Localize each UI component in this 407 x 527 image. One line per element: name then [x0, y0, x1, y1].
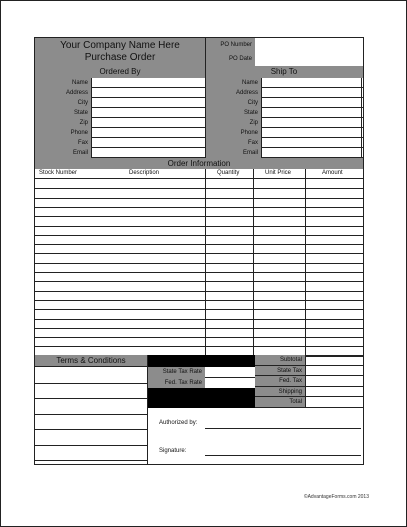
order-column-divider: [253, 169, 254, 355]
order-row-desc[interactable]: [35, 309, 205, 318]
order-row-desc[interactable]: [35, 328, 205, 337]
ordered-by-label-fax: Fax: [35, 138, 91, 148]
order-row-desc[interactable]: [35, 179, 205, 188]
ship-to-label-state: State: [205, 108, 261, 118]
terms-divider: [147, 355, 148, 464]
order-row-qty[interactable]: [205, 272, 253, 281]
terms-line[interactable]: [35, 460, 147, 461]
total-field-shipping[interactable]: [305, 387, 363, 398]
company-name: Your Company Name Here: [60, 40, 180, 51]
ship-to-label-address: Address: [205, 88, 261, 98]
ordered-by-field-zip[interactable]: [91, 118, 205, 128]
order-row-unit[interactable]: [253, 179, 305, 188]
order-row-amount[interactable]: [305, 216, 363, 225]
order-row-desc[interactable]: [35, 281, 205, 290]
order-row-amount[interactable]: [305, 253, 363, 262]
order-row-desc[interactable]: [35, 198, 205, 207]
order-row-amount[interactable]: [305, 281, 363, 290]
ordered-by-label-address: Address: [35, 88, 91, 98]
order-row-qty[interactable]: [205, 309, 253, 318]
order-row-unit[interactable]: [253, 337, 305, 346]
ship-to-label-phone: Phone: [205, 128, 261, 138]
ordered-by-label-name: Name: [35, 78, 91, 88]
ordered-by-field-city[interactable]: [91, 98, 205, 108]
order-row-qty[interactable]: [205, 291, 253, 300]
ordered-by-label-state: State: [35, 108, 91, 118]
order-row-unit[interactable]: [253, 207, 305, 216]
order-row-desc[interactable]: [35, 207, 205, 216]
fed-tax-rate-label: Fed. Tax Rate: [147, 378, 205, 388]
ship-to-field-fax[interactable]: [261, 138, 363, 148]
terms-line[interactable]: [35, 445, 147, 446]
order-row-unit[interactable]: [253, 263, 305, 272]
order-columns-header: [35, 169, 363, 179]
order-row-qty[interactable]: [205, 253, 253, 262]
order-information-header: Order Information: [35, 158, 363, 169]
total-label-shipping: Shipping: [255, 387, 305, 398]
ship-to-label-zip: Zip: [205, 118, 261, 128]
ship-to-field-phone[interactable]: [261, 128, 363, 138]
col-amount: Amount: [322, 170, 343, 176]
ship-to-label-email: Email: [205, 148, 261, 158]
order-row-unit[interactable]: [253, 328, 305, 337]
order-row-desc[interactable]: [35, 188, 205, 197]
state-tax-rate-label: State Tax Rate: [147, 367, 205, 378]
ship-to-header: Ship To: [205, 66, 363, 78]
order-column-divider: [305, 169, 306, 355]
order-row-amount[interactable]: [305, 226, 363, 235]
po-number-label: PO Number: [205, 38, 255, 52]
document-title: Purchase Order: [84, 52, 156, 63]
order-row-qty[interactable]: [205, 328, 253, 337]
order-row-amount[interactable]: [305, 207, 363, 216]
order-row-desc[interactable]: [35, 216, 205, 225]
footer-credit: ©AdvantageForms.com 2013: [303, 494, 369, 500]
company-header: [35, 38, 205, 66]
order-row-amount[interactable]: [305, 179, 363, 188]
order-row-desc[interactable]: [35, 272, 205, 281]
authorized-by-line[interactable]: [205, 428, 361, 429]
ship-to-label-fax: Fax: [205, 138, 261, 148]
total-label-subtotal: Subtotal: [255, 355, 305, 366]
col-quantity: Quantity: [217, 170, 240, 176]
authorized-by-label: Authorized by:: [159, 420, 198, 426]
order-row-unit[interactable]: [253, 244, 305, 253]
order-row-desc[interactable]: [35, 253, 205, 262]
ordered-by-label-email: Email: [35, 148, 91, 158]
total-field-state-tax[interactable]: [305, 366, 363, 377]
order-row-qty[interactable]: [205, 216, 253, 225]
order-row-amount[interactable]: [305, 300, 363, 309]
order-row-unit[interactable]: [253, 319, 305, 328]
order-row-unit[interactable]: [253, 188, 305, 197]
total-field-fed-tax[interactable]: [305, 376, 363, 387]
order-row-qty[interactable]: [205, 179, 253, 188]
ship-to-field-email[interactable]: [261, 148, 363, 158]
ship-to-field-city[interactable]: [261, 98, 363, 108]
order-row-qty[interactable]: [205, 198, 253, 207]
total-label-total: Total: [255, 397, 305, 408]
order-row-amount[interactable]: [305, 328, 363, 337]
order-row-unit[interactable]: [253, 226, 305, 235]
col-unit-price: Unit Price: [265, 170, 292, 176]
total-field-subtotal[interactable]: [305, 355, 363, 366]
address-divider: [205, 38, 206, 158]
order-row-amount[interactable]: [305, 244, 363, 253]
terms-line[interactable]: [35, 429, 147, 430]
ordered-by-label-zip: Zip: [35, 118, 91, 128]
order-row-amount[interactable]: [305, 235, 363, 244]
signature: [159, 446, 359, 460]
order-row-amount[interactable]: [305, 319, 363, 328]
order-row-unit[interactable]: [253, 272, 305, 281]
ship-to-field-name[interactable]: [261, 78, 363, 88]
order-row-qty[interactable]: [205, 244, 253, 253]
state-tax-rate-field[interactable]: [205, 367, 255, 378]
order-row-amount[interactable]: [305, 291, 363, 300]
terms-line[interactable]: [35, 398, 147, 399]
order-row-desc[interactable]: [35, 291, 205, 300]
order-row-desc[interactable]: [35, 300, 205, 309]
black-block-bottom: [147, 388, 255, 408]
ship-to-label-name: Name: [205, 78, 261, 88]
authorized-by: [159, 418, 359, 432]
order-row-qty[interactable]: [205, 235, 253, 244]
ordered-by-header: Ordered By: [35, 66, 205, 78]
ordered-by-label-phone: Phone: [35, 128, 91, 138]
order-row-qty[interactable]: [205, 300, 253, 309]
ordered-by-field-name[interactable]: [91, 78, 205, 88]
order-row-amount[interactable]: [305, 309, 363, 318]
order-row-qty[interactable]: [205, 188, 253, 197]
order-row-qty[interactable]: [205, 207, 253, 216]
col-stock-number: Stock Number: [39, 170, 78, 176]
order-row-desc[interactable]: [35, 319, 205, 328]
address-right-edge: [361, 78, 362, 158]
total-label-state-tax: State Tax: [255, 366, 305, 377]
ordered-by-field-state[interactable]: [91, 108, 205, 118]
order-row-amount[interactable]: [305, 198, 363, 207]
order-row-amount[interactable]: [305, 272, 363, 281]
order-row-unit[interactable]: [253, 198, 305, 207]
ordered-by-field-email[interactable]: [91, 148, 205, 158]
order-row-unit[interactable]: [253, 309, 305, 318]
total-field-total[interactable]: [305, 397, 363, 408]
order-row-desc[interactable]: [35, 244, 205, 253]
terms-header: Terms & Conditions: [35, 355, 147, 367]
order-row-unit[interactable]: [253, 291, 305, 300]
terms-line[interactable]: [35, 383, 147, 384]
order-row-unit[interactable]: [253, 281, 305, 290]
signature-label: Signature:: [159, 448, 187, 454]
order-row-unit[interactable]: [253, 216, 305, 225]
ship-to-field-zip[interactable]: [261, 118, 363, 128]
order-row-qty[interactable]: [205, 263, 253, 272]
ordered-by-field-fax[interactable]: [91, 138, 205, 148]
order-row-qty[interactable]: [205, 226, 253, 235]
fed-tax-rate-field[interactable]: [205, 378, 255, 388]
order-row-amount[interactable]: [305, 188, 363, 197]
col-description: Description: [129, 170, 160, 176]
order-row-qty[interactable]: [205, 281, 253, 290]
order-row-unit[interactable]: [253, 253, 305, 262]
order-row-desc[interactable]: [35, 263, 205, 272]
purchase-order-form: [34, 37, 364, 465]
signature-line[interactable]: [205, 455, 361, 456]
ordered-by-field-phone[interactable]: [91, 128, 205, 138]
black-block-top: [147, 355, 255, 367]
order-row-unit[interactable]: [253, 235, 305, 244]
terms-line[interactable]: [35, 414, 147, 415]
ship-to-label-city: City: [205, 98, 261, 108]
po-number-field[interactable]: [255, 38, 363, 52]
order-row-qty[interactable]: [205, 337, 253, 346]
total-label-fed-tax: Fed. Tax: [255, 376, 305, 387]
order-row-amount[interactable]: [305, 263, 363, 272]
ordered-by-label-city: City: [35, 98, 91, 108]
order-row-desc[interactable]: [35, 235, 205, 244]
order-row-unit[interactable]: [253, 300, 305, 309]
order-row-qty[interactable]: [205, 319, 253, 328]
ship-to-field-state[interactable]: [261, 108, 363, 118]
order-column-divider: [205, 169, 206, 355]
po-date-field[interactable]: [255, 52, 363, 66]
order-row-amount[interactable]: [305, 337, 363, 346]
ordered-by-field-address[interactable]: [91, 88, 205, 98]
ship-to-field-address[interactable]: [261, 88, 363, 98]
po-date-label: PO Date: [205, 52, 255, 66]
order-row-desc[interactable]: [35, 226, 205, 235]
order-row-desc[interactable]: [35, 337, 205, 346]
